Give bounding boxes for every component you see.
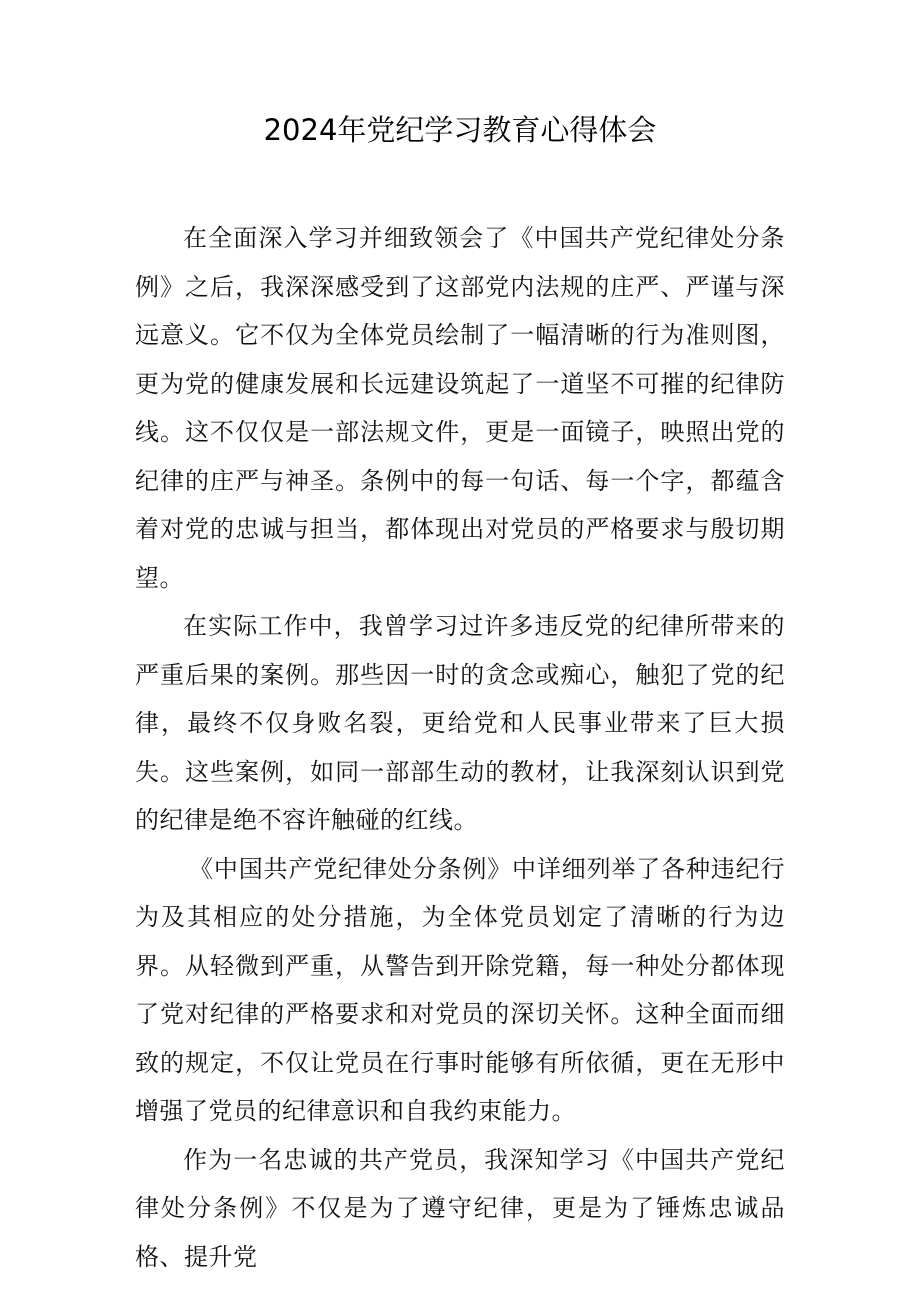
- paragraph-2: 在实际工作中，我曾学习过许多违反党的纪律所带来的严重后果的案例。那些因一时的贪念或痴心，触犯了党的纪律，最终不仅身败名裂，更给党和人民事业带来了巨大损失。这些案例，如同一部部生动的教材，让我深刻认识到党的纪律是绝不容许触碰的红线。: [135, 612, 785, 834]
- paragraph-4: 作为一名忠诚的共产党员，我深知学习《中国共产党纪律处分条例》不仅是为了遵守纪律，更是为了锤炼忠诚品格、提升党: [135, 1145, 785, 1271]
- paragraph-1: 在全面深入学习并细致领会了《中国共产党纪律处分条例》之后，我深深感受到了这部党内法规的庄严、严谨与深远意义。它不仅为全体党员绘制了一幅清晰的行为准则图，更为党的健康发展和长远建设筑起了一道坚不可摧的纪律防线。这不仅仅是一部法规文件，更是一面镜子，映照出党的纪律的庄严与神圣。条例中的每一句话、每一个字，都蕴含着对党的忠诚与担当，都体现出对党员的严格要求与殷切期望。: [135, 224, 785, 592]
- document-title: 2024年党纪学习教育心得体会: [263, 113, 657, 147]
- paragraph-3: 《中国共产党纪律处分条例》中详细列举了各种违纪行为及其相应的处分措施，为全体党员划定了清晰的行为边界。从轻微到严重，从警告到开除党籍，每一种处分都体现了党对纪律的严格要求和对党员的深切关怀。这种全面而细致的规定，不仅让党员在行事时能够有所依循，更在无形中增强了党员的纪律意识和自我约束能力。: [135, 854, 785, 1125]
- document-body: [135, 214, 785, 1281]
